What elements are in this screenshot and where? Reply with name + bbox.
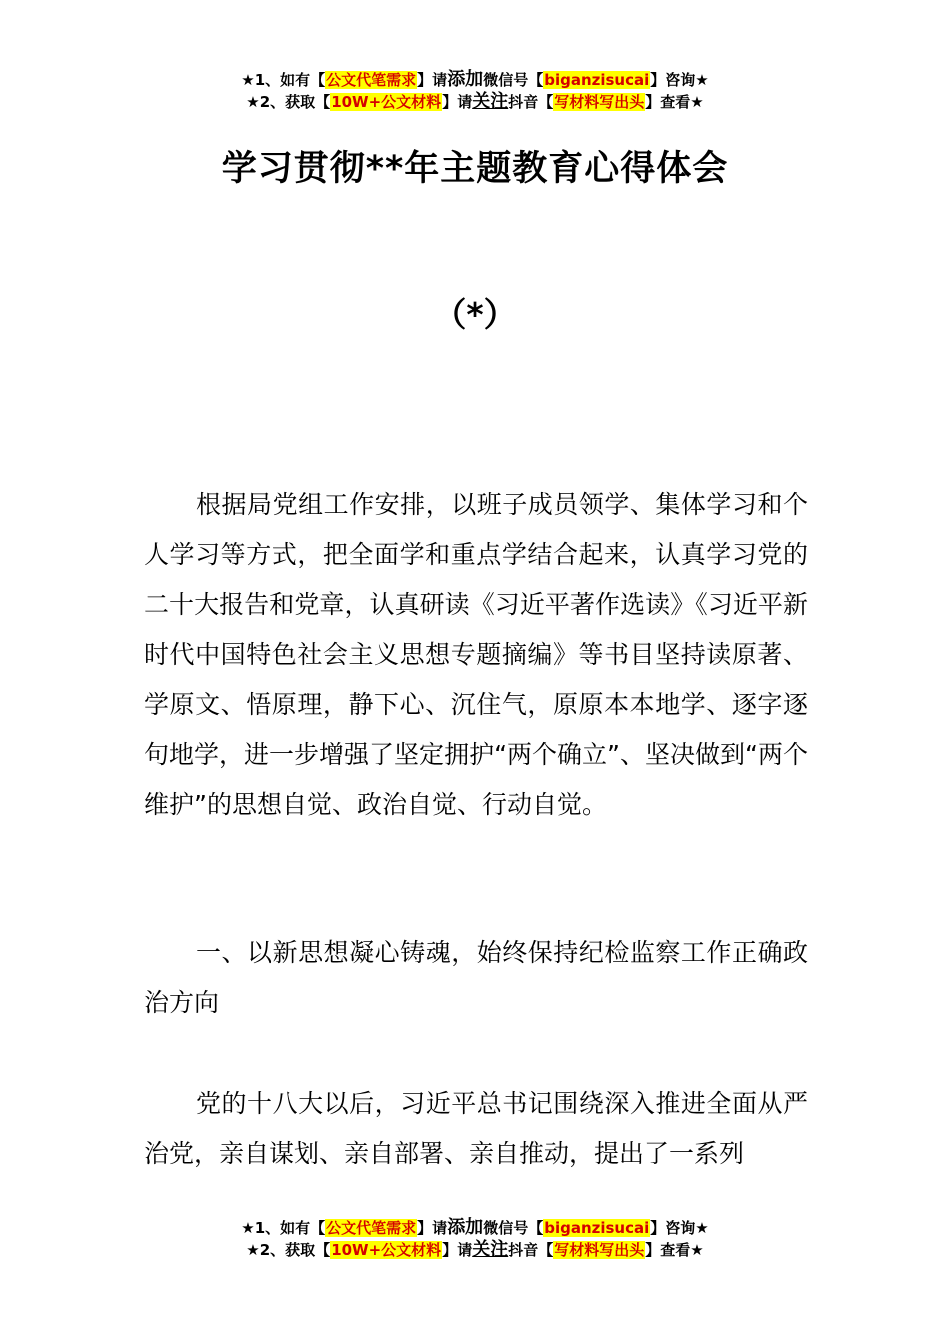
promo-text: ★1、如有【	[241, 71, 326, 89]
promo-text: 微信号【	[483, 71, 544, 89]
promo-text: 添加	[447, 69, 484, 90]
body-paragraph: 根据局党组工作安排，以班子成员领学、集体学习和个人学习等方式，把全面学和重点学结合起来，认真学习党的二十大报告和党章，认真研读《习近平著作选读》《习近平新时代中国特色社会主义思想专题摘编》等书目坚持读原著、学原文、悟原理，静下心、沉住气，原原本本地学、逐字逐句地学，进一步增强了坚定拥护“两个确立”、坚决做到“两个维护”的思想自觉、政治自觉、行动自觉。	[144, 490, 808, 819]
promo-text: 抖音【	[508, 1241, 554, 1259]
promo-line-1	[0, 69, 950, 91]
footer-promo-banner	[0, 1217, 950, 1261]
promo-line-2	[0, 91, 950, 113]
promo-highlight: 写材料写出头	[554, 1241, 645, 1259]
promo-text: ★2、获取【	[246, 93, 331, 111]
promo-highlight: 10W+公文材料	[331, 93, 442, 111]
promo-highlight: 写材料写出头	[554, 93, 645, 111]
promo-text: 微信号【	[483, 1219, 544, 1237]
document-title: 学习贯彻**年主题教育心得体会	[221, 149, 729, 189]
promo-text: 添加	[447, 1217, 484, 1238]
promo-highlight: biganzisucai	[544, 1219, 650, 1237]
promo-text: 】咨询★	[650, 1219, 709, 1237]
promo-line-2	[0, 1239, 950, 1261]
promo-text: 】查看★	[645, 1241, 704, 1259]
promo-text: ★2、获取【	[246, 1241, 331, 1259]
promo-line-1	[0, 1217, 950, 1239]
promo-highlight: 公文代笔需求	[326, 1219, 417, 1237]
promo-text: 】请	[442, 1241, 473, 1259]
promo-text: 】请	[417, 71, 448, 89]
promo-text: 关注	[472, 1239, 509, 1260]
promo-text: 】请	[442, 93, 473, 111]
section-heading: 一、以新思想凝心铸魂，始终保持纪检监察工作正确政治方向	[144, 938, 808, 1017]
promo-text: ★1、如有【	[241, 1219, 326, 1237]
promo-text: 】查看★	[645, 93, 704, 111]
promo-text: 】咨询★	[650, 71, 709, 89]
document-subtitle: （*）	[433, 295, 517, 334]
body-paragraph: 党的十八大以后，习近平总书记围绕深入推进全面从严治党，亲自谋划、亲自部署、亲自推动，提出了一系列	[144, 1089, 808, 1168]
promo-highlight: biganzisucai	[544, 71, 650, 89]
header-promo-banner	[0, 69, 950, 113]
promo-highlight: 10W+公文材料	[331, 1241, 442, 1259]
promo-text: 】请	[417, 1219, 448, 1237]
promo-highlight: 公文代笔需求	[326, 71, 417, 89]
promo-text: 抖音【	[508, 93, 554, 111]
promo-text: 关注	[472, 91, 509, 112]
